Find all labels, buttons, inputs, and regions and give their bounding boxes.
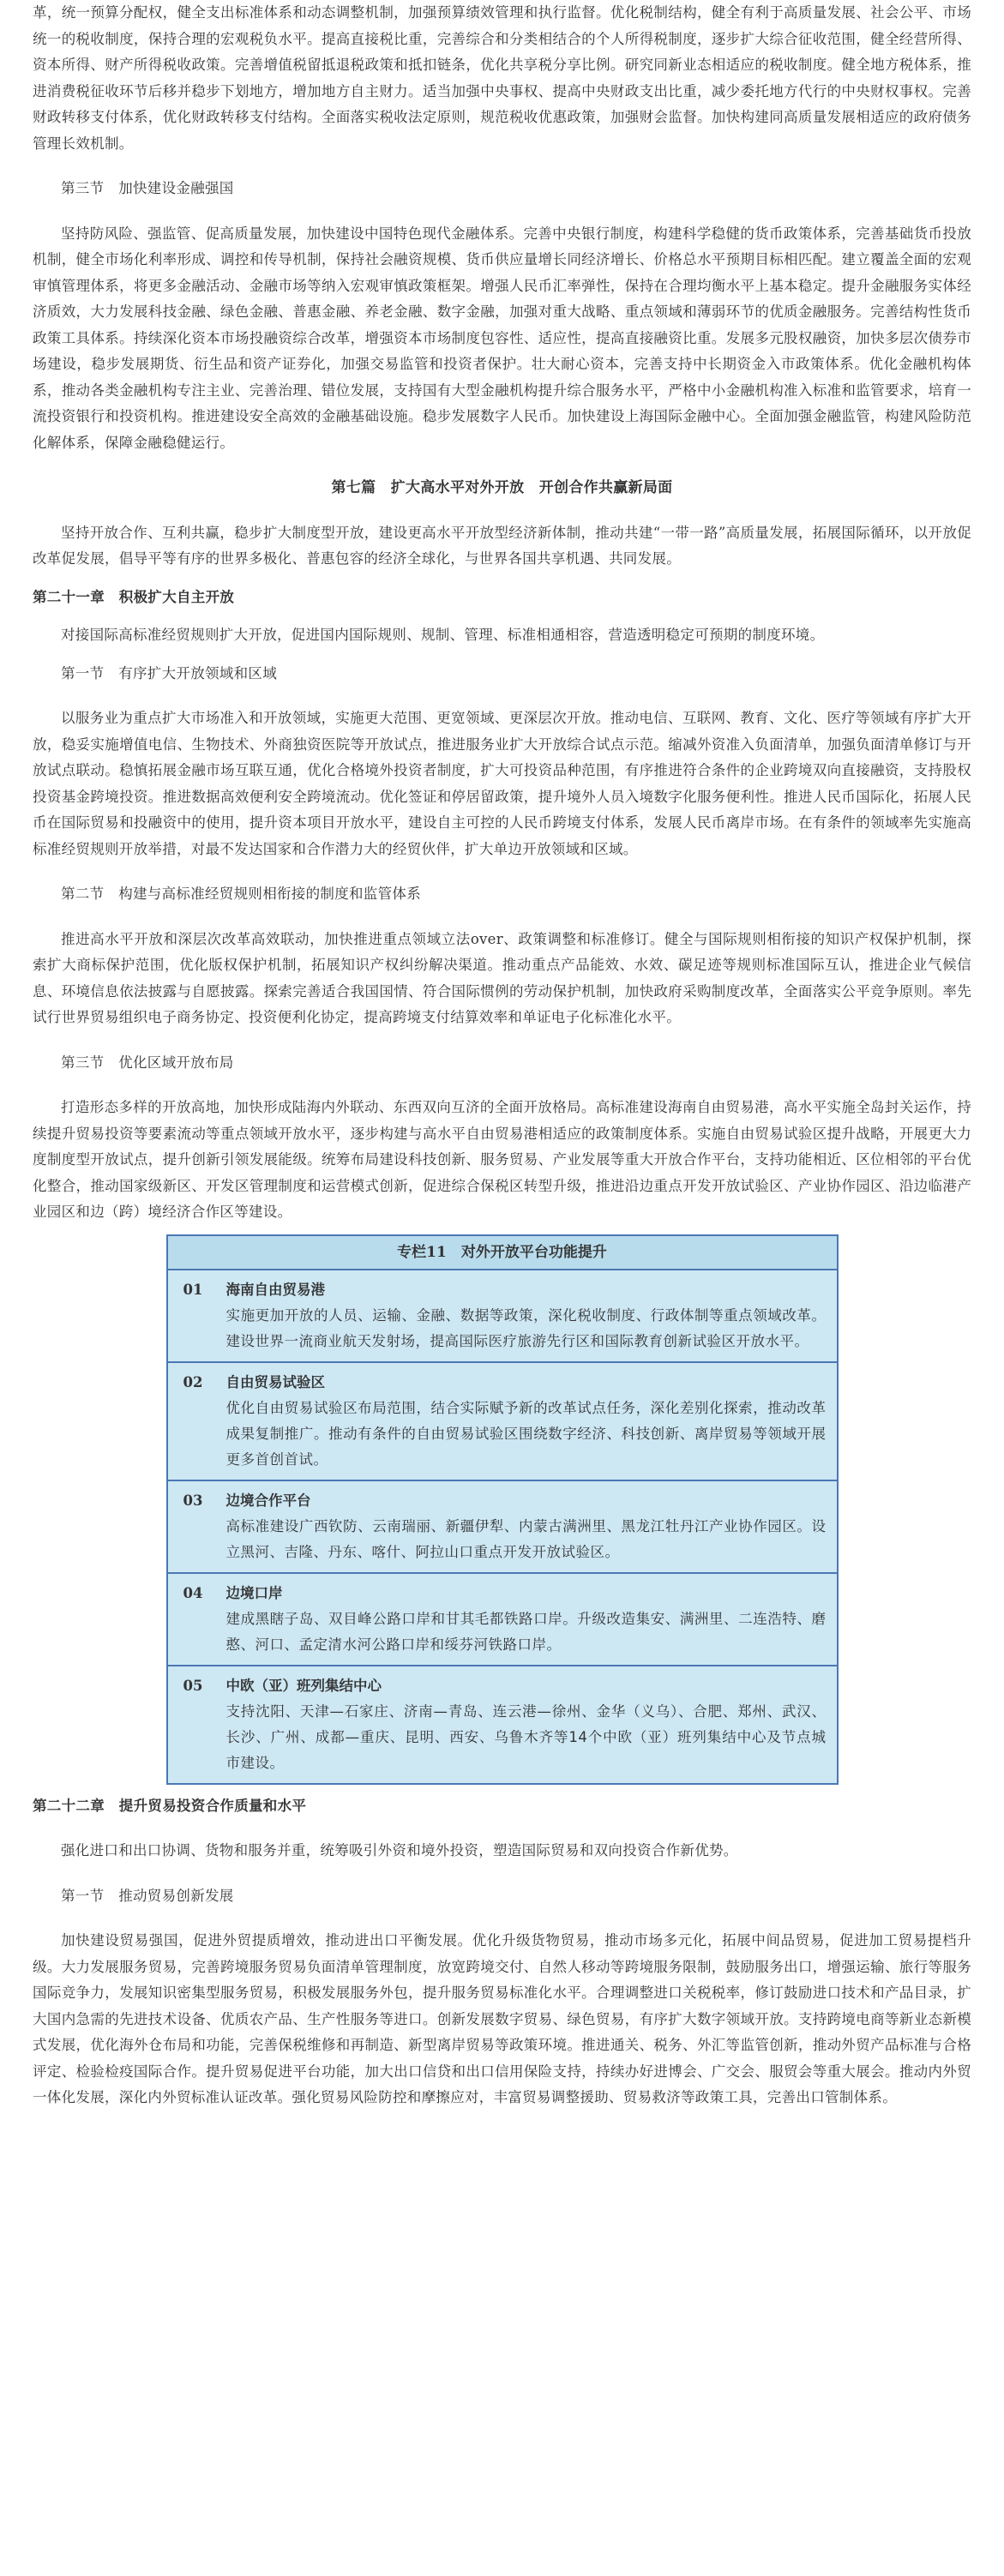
item-number: 03 xyxy=(183,1492,203,1509)
item-name: 边境口岸 xyxy=(225,1584,283,1601)
item-name: 边境合作平台 xyxy=(225,1492,311,1509)
chapter-heading: 第二十一章 积极扩大自主开放 xyxy=(33,588,235,605)
chapter-paragraph: 强化进口和出口协调、货物和服务并重，统筹吸引外资和境外投资，塑造国际贸易和双向投资合作新优势。 xyxy=(61,1842,738,1858)
section-heading: 第三节 加快建设金融强国 xyxy=(61,180,234,196)
part-heading: 第七篇 扩大高水平对外开放 开创合作共赢新局面 xyxy=(331,479,673,496)
item-description: 实施更加开放的人员、运输、金融、数据等政策，深化税收制度、行政体制等重点领域改革。建设世界一流商业航天发射场，提高国际医疗旅游先行区和国际教育创新试验区开放水平。 xyxy=(225,1306,827,1349)
feature-box xyxy=(166,1234,839,1785)
item-name: 海南自由贸易港 xyxy=(225,1281,325,1298)
item-description: 建成黑瞎子岛、双目峰公路口岸和甘其毛都铁路口岸。升级改造集安、满洲里、二连浩特、磨憨、河口、孟定清水河公路口岸和绥芬河铁路口岸。 xyxy=(225,1610,827,1653)
part-paragraph: 坚持开放合作、互利共赢，稳步扩大制度型开放，建设更高水平开放型经济新体制，推动共建“一带一路”高质量发展，拓展国际循环，以开放促改革促发展，倡导平等有序的世界多极化、普惠包容的经济全球化，与世界各国共享机遇、共同发展。 xyxy=(33,524,971,567)
section-paragraph: 以服务业为重点扩大市场准入和开放领域，实施更大范围、更宽领域、更深层次开放。推动电信、互联网、教育、文化、医疗等领域有序扩大开放，稳妥实施增值电信、生物技术、外商独资医院等开放试点，推进服务业扩大开放综合试点示范。缩减外资准入负面清单，加强负面清单修订与开放试点联动。稳慎拓展金融市场互联互通，优化合格境外投资者制度，扩大可投资品种范围，有序推进符合条件的企业跨境双向直接融资，支持股权投资基金跨境投资。推进数据高效便利安全跨境流动。优化签证和停居留政策，提升境外人员入境数字化服务便利性。推进人民币国际化，拓展人民币在国际贸易和投融资中的使用，提升资本项目开放水平，建设自主可控的人民币跨境支付体系，发展人民币离岸市场。在有条件的领域率先实施高标准经贸规则开放举措，对最不发达国家和合作潜力大的经贸伙伴，扩大单边开放领域和区域。 xyxy=(33,710,971,857)
item-number: 05 xyxy=(183,1677,203,1694)
item-number: 04 xyxy=(183,1584,203,1601)
item-name: 自由贸易试验区 xyxy=(225,1373,325,1390)
item-description: 高标准建设广西钦防、云南瑞丽、新疆伊犁、内蒙古满洲里、黑龙江牡丹江产业协作园区。设立黑河、吉隆、丹东、喀什、阿拉山口重点开发开放试验区。 xyxy=(225,1517,827,1560)
item-number: 01 xyxy=(183,1281,203,1298)
item-name: 中欧（亚）班列集结中心 xyxy=(225,1677,382,1694)
section-paragraph: 加快建设贸易强国，促进外贸提质增效，推动进出口平衡发展。优化升级货物贸易，推动市场多元化，拓展中间品贸易，促进加工贸易提档升级。大力发展服务贸易，完善跨境服务贸易负面清单管理制度，放宽跨境交付、自然人移动等跨境服务限制，鼓励服务出口，增强运输、旅行等服务国际竞争力，发展知识密集型服务贸易，积极发展服务外包，提升服务贸易标准化水平。合理调整进口关税税率，修订鼓励进口技术和产品目录，扩大国内急需的先进技术设备、优质农产品、生产性服务等进口。创新发展数字贸易、绿色贸易，有序扩大数字领域开放。支持跨境电商等新业态新模式发展，优化海外仓布局和功能，完善保税维修和再制造、新型离岸贸易等政策环境。推进通关、税务、外汇等监管创新，推动外贸产品标准与合格评定、检验检疫国际合作。提升贸易促进平台功能，加大出口信贷和出口信用保险支持，持续办好进博会、广交会、服贸会等重大展会。推动内外贸一体化发展，深化内外贸标准认证改革。强化贸易风险防控和摩擦应对，丰富贸易调整援助、贸易救济等政策工具，完善出口管制体系。 xyxy=(33,1932,971,2105)
intro-paragraph: 革，统一预算分配权，健全支出标准体系和动态调整机制，加强预算绩效管理和执行监督。优化税制结构，健全有利于高质量发展、社会公平、市场统一的税收制度，保持合理的宏观税负水平。提高直接税比重，完善综合和分类相结合的个人所得税制度，逐步扩大综合征收范围，健全经营所得、资本所得、财产所得税收政策。完善增值税留抵退税政策和抵扣链条，优化共享税分享比例。研究同新业态相适应的税收制度。健全地方税体系，推进消费税征收环节后移并稳步下划地方，增加地方自主财力。适当加强中央事权、提高中央财政支出比重，减少委托地方代行的中央财权事权。完善财政转移支付体系，优化财政转移支付结构。全面落实税收法定原则，规范税收优惠政策，加强财会监督。加快构建同高质量发展相适应的政府债务管理长效机制。 xyxy=(33,4,971,152)
feature-box-item xyxy=(168,1666,837,1783)
section-paragraph: 推进高水平开放和深层次改革高效联动，加快推进重点领域立法over、政策调整和标准修订。健全与国际规则相衔接的知识产权保护机制，探索扩大商标保护范围，优化版权保护机制，拓展知识产权纠纷解决渠道。推动重点产品能效、水效、碳足迹等规则标准国际互认，推进企业气候信息、环境信息依法披露与自愿披露。探索完善适合我国国情、符合国际惯例的劳动保护机制，加快政府采购制度改革，全面落实公平竞争原则。率先试行世界贸易组织电子商务协定、投资便利化协定，提高跨境支付结算效率和单证电子化标准化水平。 xyxy=(33,930,971,1025)
chapter-heading: 第二十二章 提升贸易投资合作质量和水平 xyxy=(33,1797,307,1814)
chapter-paragraph: 对接国际高标准经贸规则扩大开放，促进国内国际规则、规制、管理、标准相通相容，营造透明稳定可预期的制度环境。 xyxy=(61,627,825,643)
item-number: 02 xyxy=(183,1373,203,1390)
feature-box-item xyxy=(168,1270,837,1363)
section-heading: 第一节 推动贸易创新发展 xyxy=(61,1887,234,1904)
feature-box-item xyxy=(168,1363,837,1481)
feature-box-title: 专栏11 对外开放平台功能提升 xyxy=(168,1236,837,1270)
section-heading: 第二节 构建与高标准经贸规则相衔接的制度和监管体系 xyxy=(61,886,421,902)
item-description: 优化自由贸易试验区布局范围，结合实际赋予新的改革试点任务，深化差别化探索，推动改革成果复制推广。推动有条件的自由贸易试验区围绕数字经济、科技创新、离岸贸易等领域开展更多首创首试。 xyxy=(225,1399,827,1468)
feature-box-item xyxy=(168,1481,837,1574)
item-description: 支持沈阳、天津—石家庄、济南—青岛、连云港—徐州、金华（义乌）、合肥、郑州、武汉、长沙、广州、成都—重庆、昆明、西安、乌鲁木齐等14个中欧（亚）班列集结中心及节点城市建设。 xyxy=(225,1702,827,1771)
section-heading: 第三节 优化区域开放布局 xyxy=(61,1054,234,1071)
section-paragraph: 打造形态多样的开放高地，加快形成陆海内外联动、东西双向互济的全面开放格局。高标准建设海南自由贸易港，高水平实施全岛封关运作，持续提升贸易投资等要素流动等重点领域开放水平，逐步构建与高水平自由贸易港相适应的政策制度体系。实施自由贸易试验区提升战略，开展更大力度制度型开放试点，提升创新引领发展能级。统筹布局建设科技创新、服务贸易、产业发展等重大开放合作平台，支持功能相近、区位相邻的平台优化整合，推动国家级新区、开发区管理制度和运营模式创新，促进综合保税区转型升级，推进沿边重点开发开放试验区、产业协作园区、沿边临港产业园区和边（跨）境经济合作区等建设。 xyxy=(33,1099,971,1220)
feature-box-item xyxy=(168,1574,837,1666)
section-paragraph: 坚持防风险、强监管、促高质量发展，加快建设中国特色现代金融体系。完善中央银行制度，构建科学稳健的货币政策体系，完善基础货币投放机制，健全市场化利率形成、调控和传导机制，保持社会融资规模、货币供应量增长同经济增长、价格总水平预期目标相匹配。建立覆盖全面的宏观审慎管理体系，将更多金融活动、金融市场等纳入宏观审慎政策框架。增强人民币汇率弹性，保持在合理均衡水平上基本稳定。提升金融服务实体经济质效，大力发展科技金融、绿色金融、普惠金融、养老金融、数字金融，加强对重大战略、重点领域和薄弱环节的优质金融服务。完善结构性货币政策工具体系。持续深化资本市场投融资综合改革，增强资本市场制度包容性、适应性，提高直接融资比重。发展多元股权融资，加快多层次债券市场建设，稳步发展期货、衍生品和资产证券化，加强交易监管和投资者保护。壮大耐心资本，完善支持中长期资金入市政策体系。优化金融机构体系，推动各类金融机构专注主业、完善治理、错位发展，支持国有大型金融机构提升综合服务水平，严格中小金融机构准入标准和监管要求，培育一流投资银行和投资机构。推进建设安全高效的金融基础设施。稳步发展数字人民币。加快建设上海国际金融中心。全面加强金融监管，构建风险防范化解体系，保障金融稳健运行。 xyxy=(33,225,971,451)
section-heading: 第一节 有序扩大开放领域和区域 xyxy=(61,664,277,682)
